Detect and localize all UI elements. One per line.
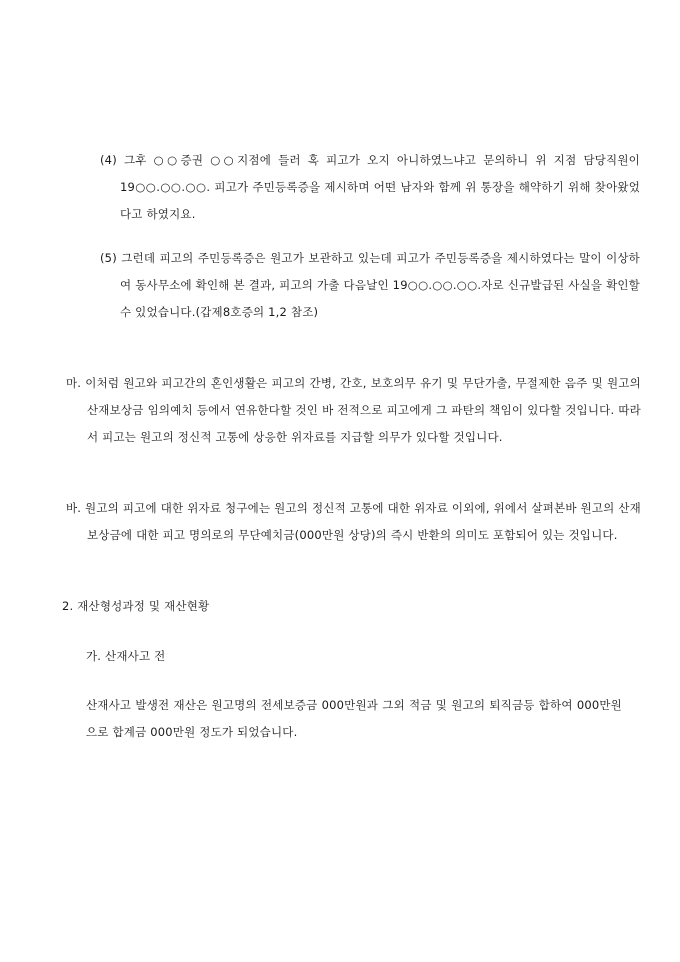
paragraph-item-4: (4) 그후 ○○증권 ○○지점에 들러 혹 피고가 오지 아니하였느냐고 문의하니 위 지점 담당직원이 19○○.○○.○○. 피고가 주민등록증을 제시하며 어떤 남자와 함께 위 통장을 해약하기 위해 찾아왔었다고 하였지요. (100, 153, 640, 221)
paragraph-item-ma: 마. 이처럼 원고와 피고간의 혼인생활은 피고의 간병, 간호, 보호의무 유기 및 무단가출, 무절제한 음주 및 원고의 산재보상금 임의예치 등에서 연유한다할 것인 바 전적으로 피고에게 그 파탄의 책임이 있다할 것입니다. 따라서 피고는 원고의 정신적 고통에 상응한 위자료를 지급할 의무가 있다할 것입니다. (66, 376, 641, 444)
section-2-body: 산재사고 발생전 재산은 원고명의 전세보증금 000만원과 그외 적금 및 원고의 퇴직금등 합하여 000만원으로 합계금 000만원 정도가 되었습니다. (86, 698, 622, 739)
paragraph-item-ba: 바. 원고의 피고에 대한 위자료 청구에는 원고의 정신적 고통에 대한 위자료 이외에, 위에서 살펴본바 원고의 산재보상금에 대한 피고 명의로의 무단예치금(000만원 상당)의 즉시 반환의 의미도 포함되어 있는 것입니다. (66, 501, 641, 542)
subsection-ga-heading: 가. 산재사고 전 (86, 649, 166, 663)
paragraph-item-5: (5) 그런데 피고의 주민등록증은 원고가 보관하고 있는데 피고가 주민등록증을 제시하였다는 말이 이상하여 동사무소에 확인해 본 결과, 피고의 가출 다음날인 19○○.○○.○○.자로 신규발급된 사실을 확인할 수 있었습니다.(갑제8호증의 1,2 참조) (100, 251, 640, 319)
section-2-heading: 2. 재산형성과정 및 재산현황 (62, 599, 210, 613)
